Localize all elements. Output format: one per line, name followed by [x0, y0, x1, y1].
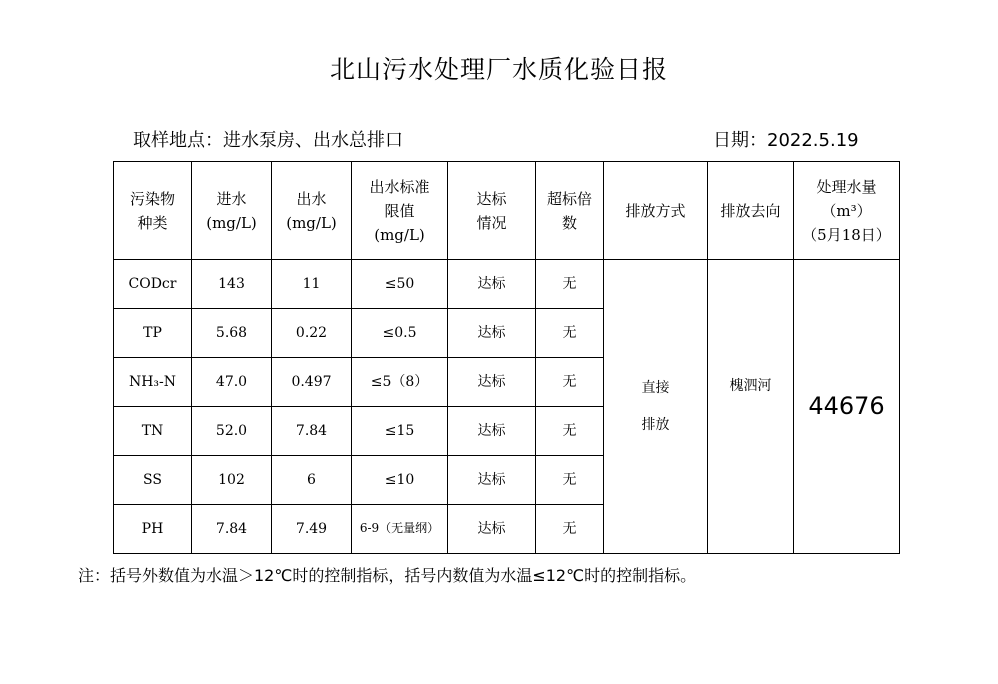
- pollutant-name: CODcr: [114, 260, 192, 309]
- header-discharge-method: 排放方式: [604, 162, 708, 260]
- status-value: 达标: [448, 456, 536, 505]
- header-exceed: 超标倍 数: [536, 162, 604, 260]
- pollutant-name: SS: [114, 456, 192, 505]
- treated-volume-cell: 44676: [794, 260, 900, 554]
- inflow-value: 143: [192, 260, 272, 309]
- status-value: 达标: [448, 309, 536, 358]
- table-header-row: [114, 162, 900, 260]
- outflow-value: 6: [272, 456, 352, 505]
- exceed-value: 无: [536, 505, 604, 554]
- limit-value: ≤15: [352, 407, 448, 456]
- pollutant-name: PH: [114, 505, 192, 554]
- pollutant-name: NH₃-N: [114, 358, 192, 407]
- status-value: 达标: [448, 358, 536, 407]
- table-row: [114, 260, 900, 309]
- header-status: 达标 情况: [448, 162, 536, 260]
- water-quality-table: [113, 161, 900, 554]
- inflow-value: 5.68: [192, 309, 272, 358]
- limit-value: ≤0.5: [352, 309, 448, 358]
- status-value: 达标: [448, 260, 536, 309]
- outflow-value: 0.22: [272, 309, 352, 358]
- outflow-value: 7.84: [272, 407, 352, 456]
- header-discharge-to: 排放去向: [708, 162, 794, 260]
- discharge-method-cell: 直接 排放: [604, 260, 708, 554]
- limit-value: ≤5（8）: [352, 358, 448, 407]
- outflow-value: 7.49: [272, 505, 352, 554]
- inflow-value: 52.0: [192, 407, 272, 456]
- outflow-value: 11: [272, 260, 352, 309]
- footnote: 注：括号外数值为水温＞12℃时的控制指标，括号内数值为水温≤12℃时的控制指标。: [78, 566, 697, 585]
- report-date: 日期：2022.5.19: [713, 130, 859, 151]
- header-outflow: 出水 (mg/L): [272, 162, 352, 260]
- report-title: 北山污水处理厂水质化验日报: [329, 55, 668, 84]
- limit-value: ≤50: [352, 260, 448, 309]
- limit-value: ≤10: [352, 456, 448, 505]
- inflow-value: 47.0: [192, 358, 272, 407]
- inflow-value: 102: [192, 456, 272, 505]
- exceed-value: 无: [536, 456, 604, 505]
- pollutant-name: TN: [114, 407, 192, 456]
- sampling-location: 取样地点：进水泵房、出水总排口: [133, 130, 403, 151]
- exceed-value: 无: [536, 309, 604, 358]
- exceed-value: 无: [536, 260, 604, 309]
- limit-value: 6-9（无量纲）: [352, 505, 448, 554]
- status-value: 达标: [448, 505, 536, 554]
- header-limit: 出水标准 限值 (mg/L): [352, 162, 448, 260]
- header-pollutant: 污染物 种类: [114, 162, 192, 260]
- inflow-value: 7.84: [192, 505, 272, 554]
- status-value: 达标: [448, 407, 536, 456]
- exceed-value: 无: [536, 358, 604, 407]
- outflow-value: 0.497: [272, 358, 352, 407]
- exceed-value: 无: [536, 407, 604, 456]
- pollutant-name: TP: [114, 309, 192, 358]
- discharge-to-cell: 槐泗河: [708, 260, 794, 554]
- header-volume: 处理水量 （m³） （5月18日）: [794, 162, 900, 260]
- header-inflow: 进水 (mg/L): [192, 162, 272, 260]
